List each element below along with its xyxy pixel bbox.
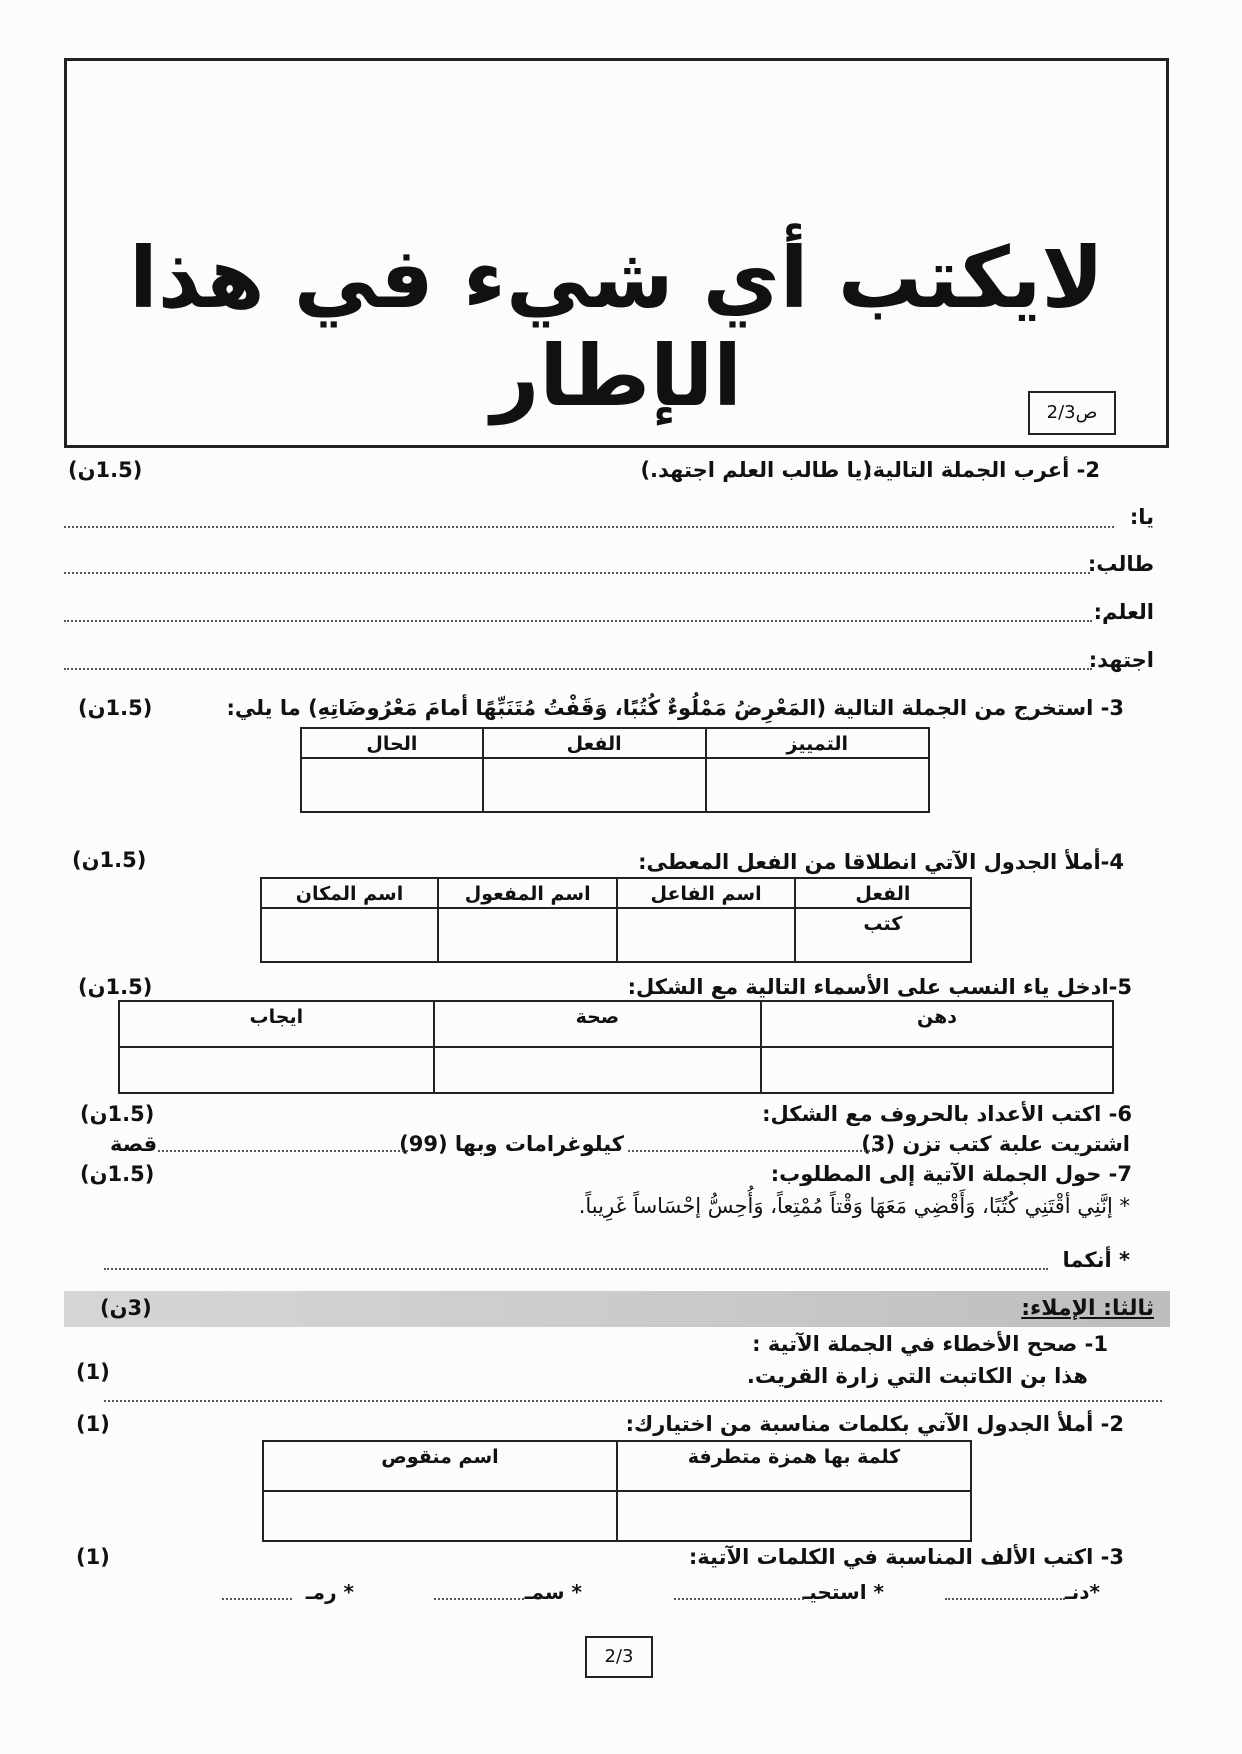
q4-answer-cell[interactable] [261,908,438,962]
q4-header: اسم المكان [261,878,438,908]
d2-points: (1) [76,1412,110,1436]
d3-prompt: 3- اكتب الألف المناسبة في الكلمات الآتية: [688,1545,1124,1569]
q2-answer-line[interactable] [64,572,1090,574]
page-label-box: ص2/3 [1028,391,1116,435]
q4-table [260,877,972,963]
d3-answer-line[interactable] [434,1598,524,1600]
d2-answer-cell[interactable] [263,1491,617,1541]
q5-answer-cell[interactable] [119,1047,434,1093]
q6-answer-line[interactable] [158,1150,408,1152]
q6-prompt: 6- اكتب الأعداد بالحروف مع الشكل: [762,1102,1132,1126]
q6-sentence-part3: قصة [110,1132,158,1156]
d1-points: (1) [76,1360,110,1384]
d2-prompt: 2- أملأ الجدول الآتي بكلمات مناسبة من اختيارك: [625,1412,1124,1436]
d1-sentence: هذا بن الكاتبت التي زارة القريت. [746,1364,1088,1388]
q2-prompt: 2- أعرب الجملة التالية: [864,458,1100,482]
q5-header: صحة [434,1001,761,1047]
q4-header: الفعل [795,878,971,908]
d2-header: كلمة بها همزة متطرفة [617,1441,971,1491]
q2-answer-line[interactable] [64,668,1092,670]
d3-word: *دنـ [1064,1580,1100,1604]
q2-line-label: العلم: [1093,600,1154,624]
q6-points: (1.5ن) [80,1102,155,1126]
q7-prompt: 7- حول الجملة الآتية إلى المطلوب: [770,1162,1132,1186]
footer-page-number: 2/3 [585,1636,653,1678]
q3-answer-cell[interactable] [483,758,706,812]
d3-word: * رمـ [305,1580,354,1604]
d2-table [262,1440,972,1542]
d3-word: * سمـ [524,1580,582,1604]
q7-transform-label: * أنكما [1062,1248,1130,1272]
q2-answer-line[interactable] [64,526,1114,528]
q7-points: (1.5ن) [80,1162,155,1186]
q4-answer-cell[interactable] [617,908,794,962]
q2-points: (1.5ن) [68,458,143,482]
q3-header: التمييز [706,728,929,758]
q5-points: (1.5ن) [78,975,153,999]
q5-header: دهن [761,1001,1113,1047]
q3-answer-cell[interactable] [706,758,929,812]
section3-points: (3ن) [100,1296,152,1320]
q5-answer-cell[interactable] [434,1047,761,1093]
section-bar [64,1291,1170,1327]
q5-table [118,1000,1114,1094]
q7-sentence: * إنَّنِي أقْتَنِي كُتُبًا، وَأَقْضِي مَعَهَا وَقْتاً مُمْتِعاً، وَأُحِسُّ إحْسَاساً غَرِيباً. [578,1194,1130,1218]
header-frame [64,58,1169,448]
d3-points: (1) [76,1545,110,1569]
q4-header: اسم الفاعل [617,878,794,908]
d3-answer-line[interactable] [222,1598,292,1600]
q4-points: (1.5ن) [72,848,147,872]
q3-prompt: 3- استخرج من الجملة التالية (المَعْرِضُ مَمْلُوءٌ كُتُبًا، وَقَفْتُ مُتَنَبِّهًا أمامَ مَعْرُوضَاتِهِ) ما يلي: [226,696,1124,720]
q5-prompt: 5-ادخل ياء النسب على الأسماء التالية مع الشكل: [627,975,1132,999]
q4-answer-cell[interactable] [438,908,617,962]
d1-prompt: 1- صحح الأخطاء في الجملة الآتية : [752,1332,1108,1356]
d3-word: * استحيـ [802,1580,884,1604]
d3-answer-line[interactable] [674,1598,804,1600]
q6-sentence-part2: كيلوغرامات وبها (99) [399,1132,624,1156]
d2-header: اسم منقوص [263,1441,617,1491]
q3-points: (1.5ن) [78,696,153,720]
q6-sentence-part1: اشتريت علبة كتب تزن (3) [861,1132,1130,1156]
q3-table [300,727,930,813]
d3-answer-line[interactable] [945,1598,1065,1600]
q2-line-label: طالب: [1087,552,1154,576]
section3-title: ثالثا: الإملاء: [1021,1296,1154,1321]
q7-answer-line[interactable] [104,1268,1048,1270]
q2-line-label: يا: [1129,505,1154,529]
d2-answer-cell[interactable] [617,1491,971,1541]
q2-line-label: اجتهد: [1088,648,1154,672]
q4-prompt: 4-أملأ الجدول الآتي انطلاقا من الفعل المعطى: [638,850,1124,874]
q2-sentence: (يا طالب العلم اجتهد.) [640,458,872,482]
q4-header: اسم المفعول [438,878,617,908]
q5-answer-cell[interactable] [761,1047,1113,1093]
q2-answer-line[interactable] [64,620,1092,622]
d1-answer-line[interactable] [104,1400,1162,1402]
q4-verb-cell: كتب [795,908,971,962]
q6-answer-line[interactable] [628,1150,878,1152]
frame-title: لايكتب أي شيء في هذا الإطار [129,229,1104,425]
q3-header: الحال [301,728,483,758]
q3-answer-cell[interactable] [301,758,483,812]
q3-header: الفعل [483,728,706,758]
q5-header: ايجاب [119,1001,434,1047]
